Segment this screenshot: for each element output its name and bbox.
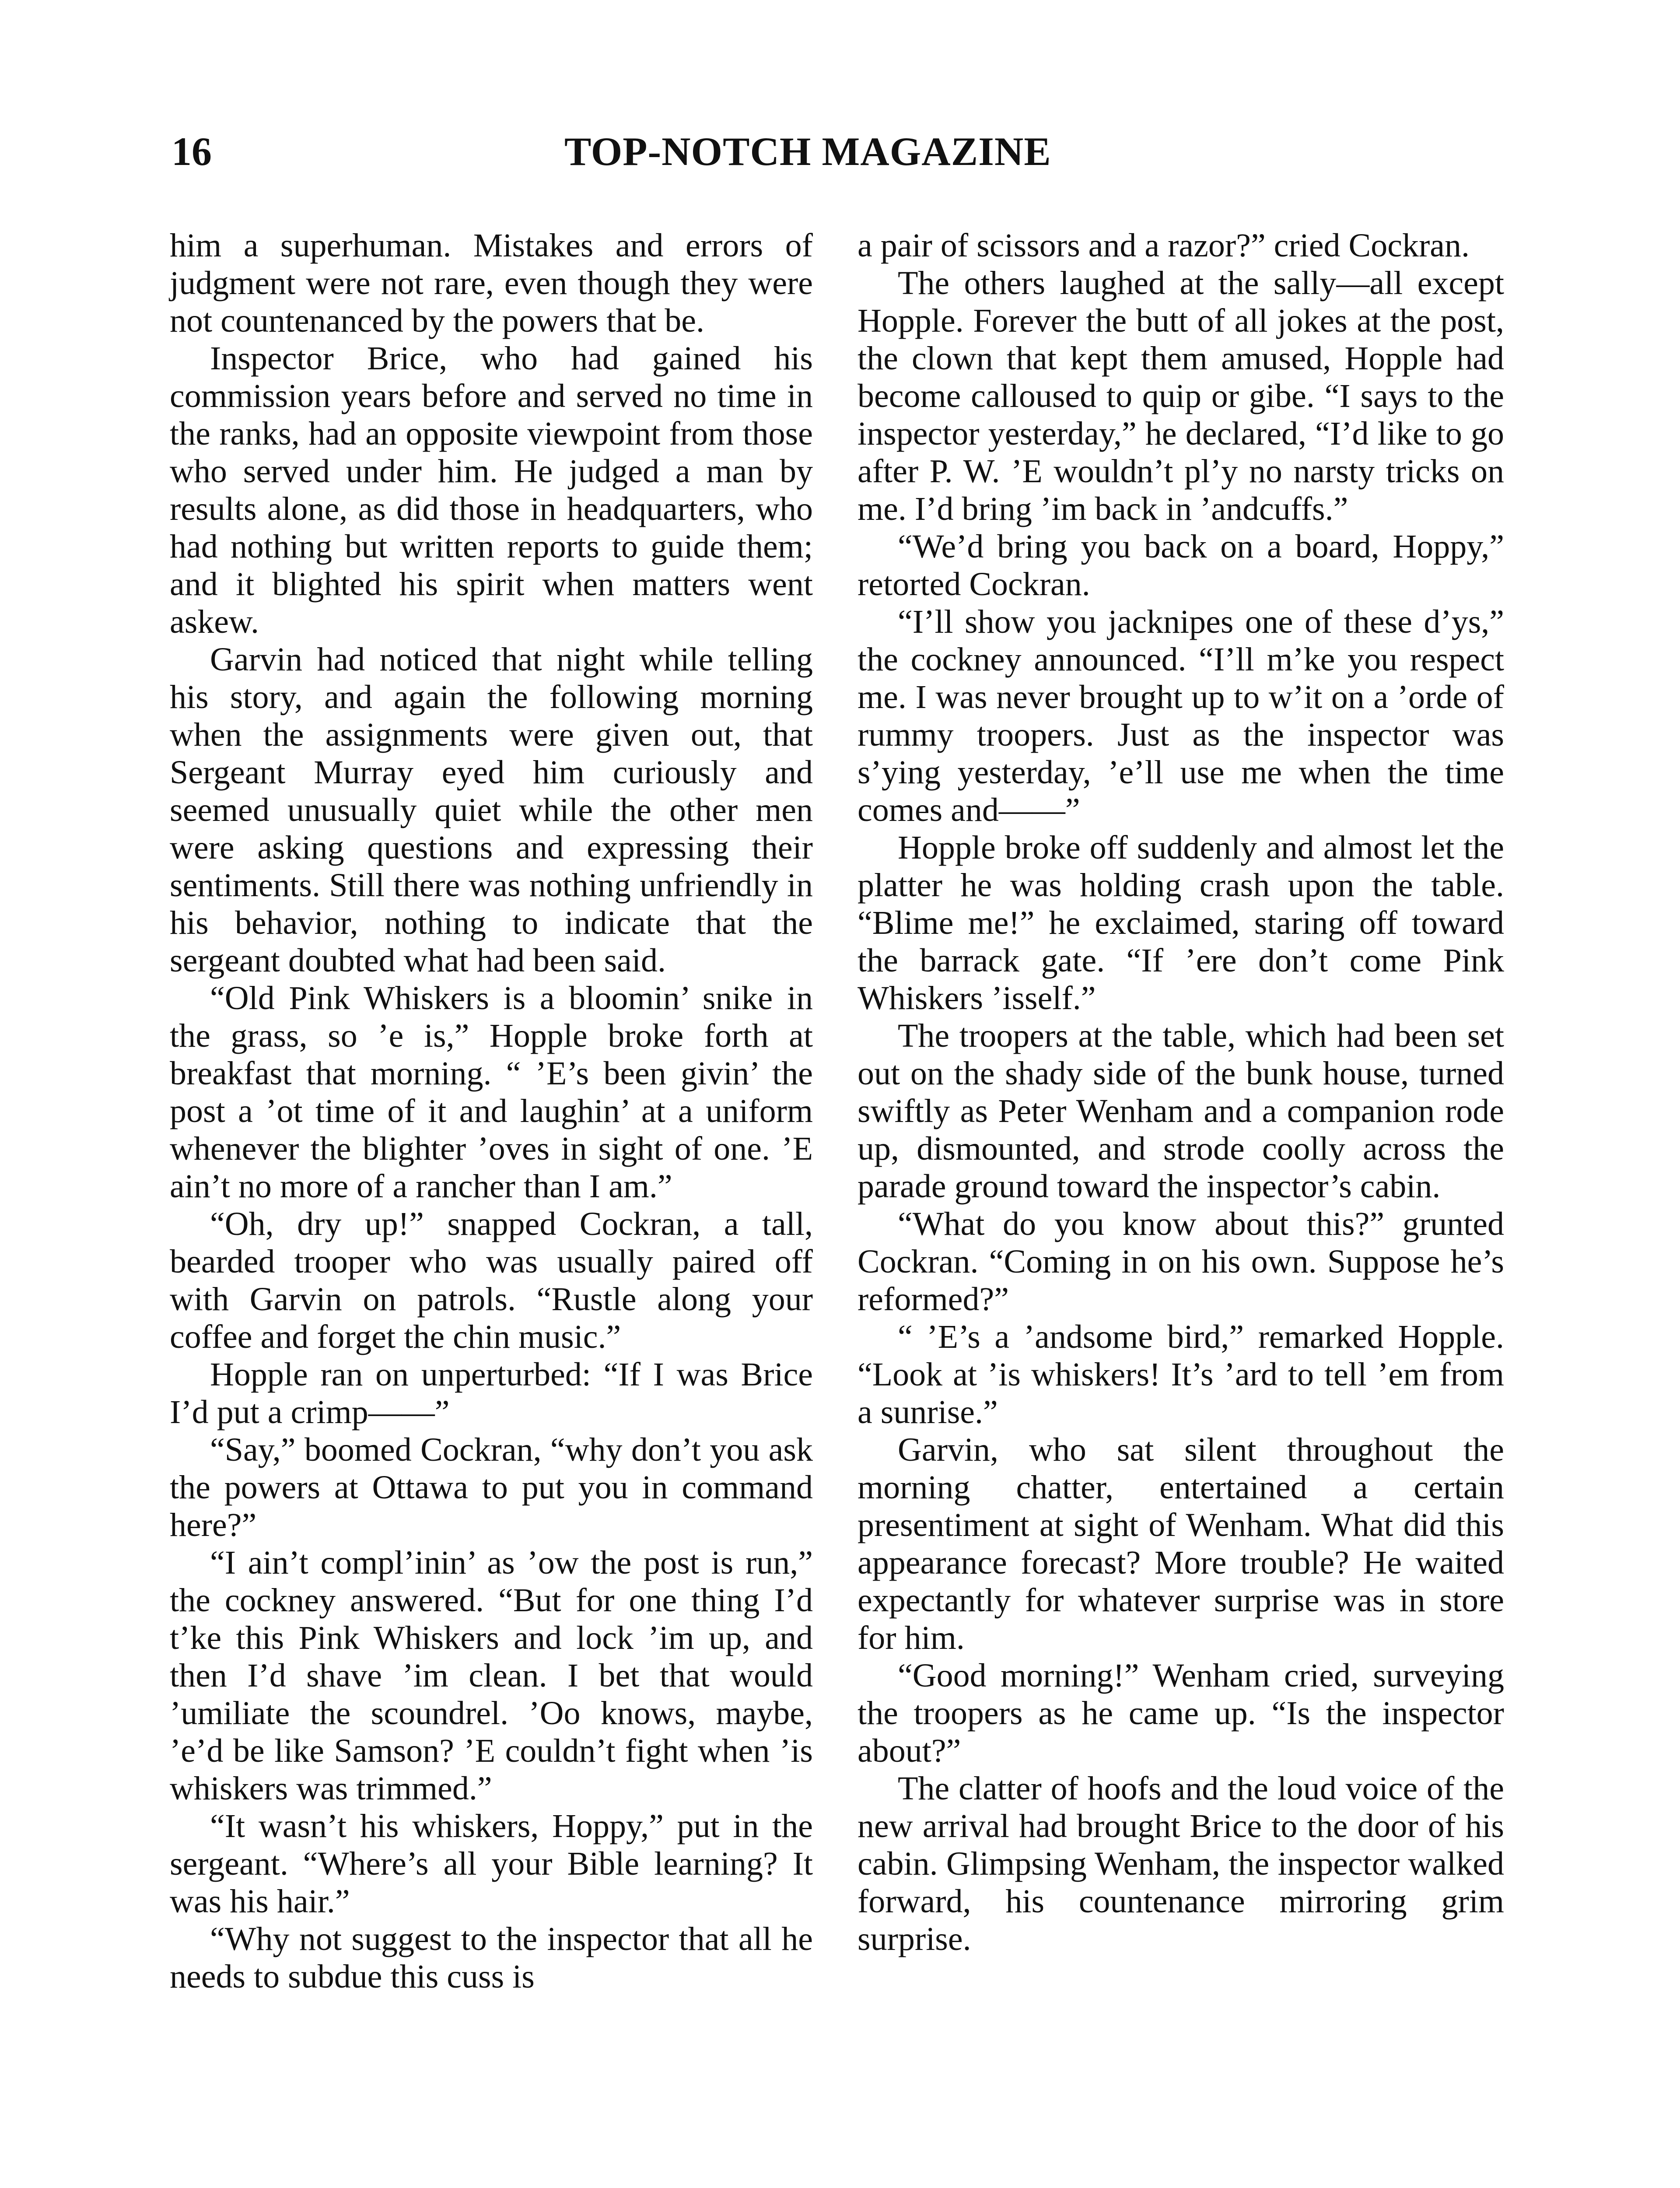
paragraph: him a superhuman. Mistakes and errors of judgment were not rare, even though they were not countenanced by the powers that be. xyxy=(170,227,813,339)
paragraph: “I’ll show you jacknipes one of these d’ys,” the cockney announced. “I’ll m’ke you respect me. I was never brought up to w’it on a ’orde of rummy troopers. Just as the inspector was s’ying yesterday, ’e’ll use me when the time comes and——” xyxy=(858,603,1504,828)
paragraph: Garvin had noticed that night while telling his story, and again the following morning when the assignments were given out, that Sergeant Murray eyed him curiously and seemed unusually quiet while the other men were asking questions and expressing their sentiments. Still there was nothing unfriendly in his behavior, nothing to indicate that the sergeant doubted what had been said. xyxy=(170,641,813,979)
paragraph: “What do you know about this?” grunted Cockran. “Coming in on his own. Suppose he’s reformed?” xyxy=(858,1206,1504,1318)
paragraph: The others laughed at the sally—all except Hopple. Forever the butt of all jokes at the post, the clown that kept them amused, Hopple had become calloused to quip or gibe. “I says to the inspector yesterday,” he declared, “I’d like to go after P. W. ’E wouldn’t pl’y no narsty tricks on me. I’d bring ’im back in ’andcuffs.” xyxy=(858,265,1504,527)
paragraph: Hopple ran on unperturbed: “If I was Brice I’d put a crimp——” xyxy=(170,1356,813,1431)
paragraph: “Old Pink Whiskers is a bloomin’ snike in the grass, so ’e is,” Hopple broke forth at breakfast that morning. “ ’E’s been givin’ the post a ’ot time of it and laughin’ at a uniform whenever the blighter ’oves in sight of one. ’E ain’t no more of a rancher than I am.” xyxy=(170,980,813,1205)
paragraph: “We’d bring you back on a board, Hoppy,” retorted Cockran. xyxy=(858,528,1504,603)
right-text-column xyxy=(858,227,1504,1958)
paragraph: “Say,” boomed Cockran, “why don’t you ask the powers at Ottawa to put you in command here?” xyxy=(170,1431,813,1543)
left-text-column xyxy=(170,227,813,1995)
page-number: 16 xyxy=(172,129,212,174)
paragraph: “ ’E’s a ’andsome bird,” remarked Hopple. “Look at ’is whiskers! It’s ’ard to tell ’em from a sunrise.” xyxy=(858,1318,1504,1431)
paragraph: “Oh, dry up!” snapped Cockran, a tall, bearded trooper who was usually paired off with Garvin on patrols. “Rustle along your coffee and forget the chin music.” xyxy=(170,1206,813,1355)
paragraph: Hopple broke off suddenly and almost let the platter he was holding crash upon the table. “Blime me!” he exclaimed, staring off toward the barrack gate. “If ’ere don’t come Pink Whiskers ’isself.” xyxy=(858,829,1504,1017)
paragraph: “I ain’t compl’inin’ as ’ow the post is run,” the cockney answered. “But for one thing I’d t’ke this Pink Whiskers and lock ’im up, and then I’d shave ’im clean. I bet that would ’umiliate the scoundrel. ’Oo knows, maybe, ’e’d be like Samson? ’E couldn’t fight when ’is whiskers was trimmed.” xyxy=(170,1544,813,1807)
paragraph: Garvin, who sat silent throughout the morning chatter, entertained a certain presentiment at sight of Wenham. What did this appearance forecast? More trouble? He waited expectantly for whatever surprise was in store for him. xyxy=(858,1431,1504,1656)
paragraph: a pair of scissors and a razor?” cried Cockran. xyxy=(858,227,1470,264)
paragraph: The clatter of hoofs and the loud voice of the new arrival had brought Brice to the door of his cabin. Glimpsing Wenham, the inspector walked forward, his countenance mirroring grim surprise. xyxy=(858,1770,1504,1957)
paragraph: “It wasn’t his whiskers, Hoppy,” put in the sergeant. “Where’s all your Bible learning? It was his hair.” xyxy=(170,1808,813,1920)
paragraph: “Why not suggest to the inspector that all he needs to subdue this cuss is xyxy=(170,1921,813,1995)
running-head-title: TOP-NOTCH MAGAZINE xyxy=(564,129,1051,174)
paragraph: “Good morning!” Wenham cried, surveying the troopers as he came up. “Is the inspector about?” xyxy=(858,1657,1504,1769)
paragraph: The troopers at the table, which had been set out on the shady side of the bunk house, turned swiftly as Peter Wenham and a companion rode up, dismounted, and strode coolly across the parade ground toward the inspector’s cabin. xyxy=(858,1017,1504,1205)
paragraph: Inspector Brice, who had gained his commission years before and served no time in the ranks, had an opposite viewpoint from those who served under him. He judged a man by results alone, as did those in headquarters, who had nothing but written reports to guide them; and it blighted his spirit when matters went askew. xyxy=(170,340,813,640)
